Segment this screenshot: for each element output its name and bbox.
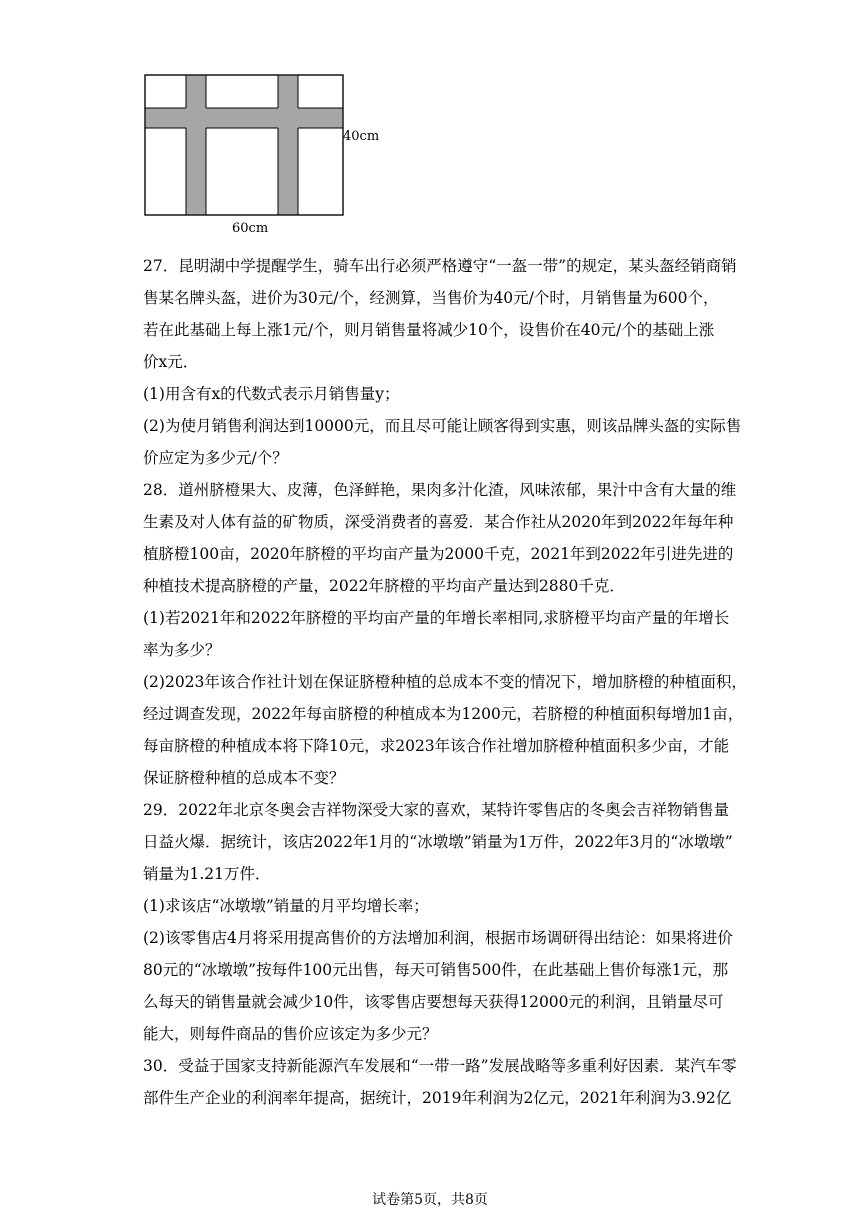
vertical-strip-left [186,75,206,215]
text-line: 经过调查发现，2022年每亩脐橙的种植成本为1200元，若脐橙的种植面积每增加1亩， [143,705,744,723]
text-line: 80元的“冰墩墩”按每件100元出售，每天可销售500件，在此基础上售价每涨1元，那 [143,961,729,979]
height-label: 40cm [343,129,380,144]
text-line: 能大，则每件商品的售价应该定为多少元？ [143,1025,438,1043]
vertical-strip-right [278,75,298,215]
text-line: 种植技术提高脐橙的产量，2022年脐橙的平均亩产量达到2880千克． [143,577,625,595]
text-line: 植脐橙100亩，2020年脐橙的平均亩产量为2000千克，2021年到2022年引进先进的 [143,545,734,563]
width-label: 60cm [232,221,269,236]
text-line: 销量为1.21万件． [143,865,271,883]
rectangle-figure [144,74,404,240]
text-line: (1)求该店“冰墩墩”销量的月平均增长率； [143,897,429,915]
text-line: 29．2022年北京冬奥会吉祥物深受大家的喜欢，某特许零售店的冬奥会吉祥物销售量 [143,801,730,819]
horizontal-strip [145,108,343,128]
text-line: 保证脐橙种植的总成本不变？ [143,769,345,787]
questions-block [143,250,747,1114]
text-line: (2)该零售店4月将采用提高售价的方法增加利润，根据市场调研得出结论：如果将进价 [143,929,733,947]
text-line: 价x元． [143,353,199,371]
text-line: (2)为使月销售利润达到10000元，而且尽可能让顾客得到实惠，则该品牌头盔的实际售 [143,417,742,435]
text-line: 售某名牌头盔，进价为30元/个，经测算，当售价为40元/个时，月销售量为600个， [143,289,719,307]
text-line: (1)用含有x的代数式表示月销售量y； [143,385,400,403]
text-line: (1)若2021年和2022年脐橙的平均亩产量的年增长率相同,求脐橙平均亩产量的年增长 [143,609,730,627]
text-line: 么每天的销售量就会减少10件，该零售店要想每天获得12000元的利润，且销量尽可 [143,993,724,1011]
text-line: 部件生产企业的利润率年提高，据统计，2019年利润为2亿元，2021年利润为3.92亿 [143,1089,732,1107]
page-footer: 试卷第5页，共8页 [372,1192,488,1208]
text-line: 27．昆明湖中学提醒学生，骑车出行必须严格遵守“一盔一带”的规定，某头盔经销商销 [143,257,737,275]
text-line: 价应定为多少元/个？ [143,449,288,467]
text-line: 若在此基础上每上涨1元/个，则月销售量将减少10个，设售价在40元/个的基础上涨 [143,321,715,339]
text-line: 日益火爆．据统计，该店2022年1月的“冰墩墩”销量为1万件，2022年3月的“冰墩墩” [143,833,733,851]
outer-rectangle [145,75,343,215]
rectangle-diagram [144,74,404,240]
text-line: 28．道州脐橙果大、皮薄，色泽鲜艳，果肉多汁化渣，风味浓郁，果汁中含有大量的维 [143,481,737,499]
text-line: 每亩脐橙的种植成本将下降10元，求2023年该合作社增加脐橙种植面积多少亩，才能 [143,737,730,755]
text-line: 30．受益于国家支持新能源汽车发展和“一带一路”发展战略等多重利好因素．某汽车零 [143,1057,737,1075]
text-line: (2)2023年该合作社计划在保证脐橙种植的总成本不变的情况下，增加脐橙的种植面积， [143,673,747,691]
text-line: 率为多少？ [143,641,221,659]
text-line: 生素及对人体有益的矿物质，深受消费者的喜爱．某合作社从2020年到2022年每年种 [143,513,734,531]
